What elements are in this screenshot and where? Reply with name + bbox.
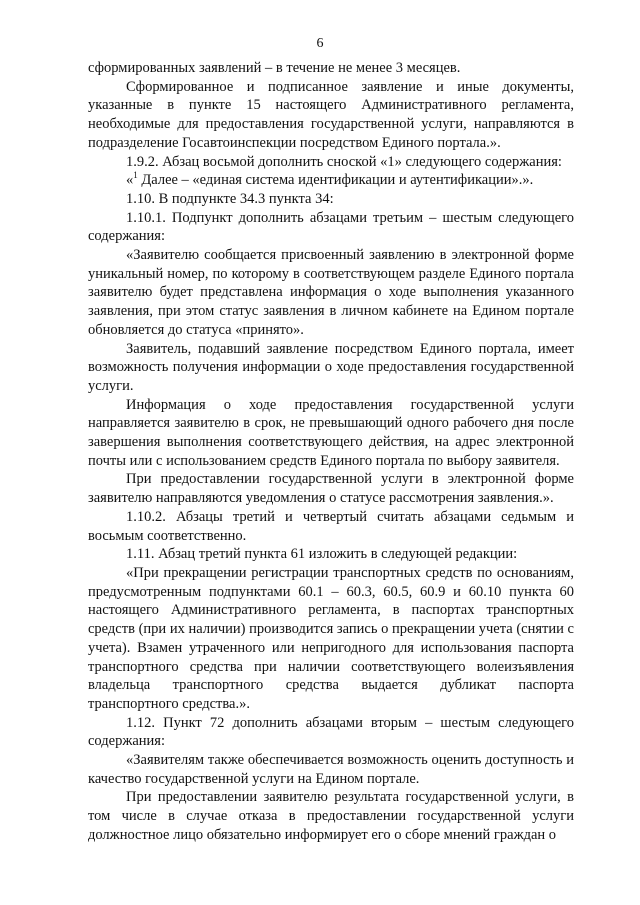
paragraph-item-1-10: 1.10. В подпункте 34.3 пункта 34: xyxy=(126,190,334,207)
paragraph-item-1-9-2: 1.9.2. Абзац восьмой дополнить сноской «1» следующего содержания: xyxy=(126,153,562,170)
paragraph: Заявитель, подавший заявление посредством Единого портала, имеет возможность получения информации о ходе предоставления государственной услуги. xyxy=(88,340,574,394)
page-number: 6 xyxy=(316,36,324,51)
paragraph-continuation: сформированных заявлений – в течение не менее 3 месяцев. xyxy=(88,60,461,76)
paragraph: Информация о ходе предоставления государственной услуги направляется заявителю в срок, не превышающий одного рабочего дня после завершения выполнения соответствующего действия, на адрес электронной почты или с использованием средств Единого портала по выбору заявителя. xyxy=(88,396,574,469)
paragraph: При предоставлении заявителю результата государственной услуги, в том числе в случае отказа в предоставлении государственной услуги должностное лицо обязательно информирует его о сборе мнений граждан о xyxy=(88,789,574,843)
paragraph: «Заявителям также обеспечивается возможность оценить доступность и качество государственной услуги на Едином портале. xyxy=(88,752,574,787)
paragraph-item-1-11: 1.11. Абзац третий пункта 61 изложить в следующей редакции: xyxy=(126,546,518,563)
paragraph-item-1-10-1: 1.10.1. Подпункт дополнить абзацами третьим – шестым следующего содержания: xyxy=(88,209,574,245)
paragraph: При предоставлении государственной услуги в электронной форме заявителю направляются уведомления о статусе рассмотрения заявления.». xyxy=(88,471,574,507)
paragraph: Сформированное и подписанное заявление и иные документы, указанные в пункте 15 настоящего Административного регламента, необходимые для предоставления государственной услуги, направляются в подразделение Госавтоинспекции посредством Единого портала.». xyxy=(88,78,574,151)
paragraph-footnote-text xyxy=(88,171,574,190)
paragraph-item-1-10-2: 1.10.2. Абзацы третий и четвертый считать абзацами седьмым и восьмым соответственно. xyxy=(88,508,574,544)
footnote-quote-open: « xyxy=(126,172,134,189)
document-body xyxy=(88,59,574,845)
footnote-content: Далее – «единая система идентификации и аутентификации».». xyxy=(137,172,534,189)
paragraph: «При прекращении регистрации транспортных средств по основаниям, предусмотренным подпунктами 60.1 – 60.3, 60.5, 60.9 и 60.10 пункта 60 настоящего Административного регламента, в паспортах транспортных средств (при их наличии) производится запись о прекращении учета (снятии с учета). Взамен утраченного или непригодного для использования паспорта транспортного средства при наличии соответствующего волеизъявления владельца транспортного средства выдается дубликат паспорта транспортного средства.». xyxy=(88,564,574,712)
footnote-marker: 1 xyxy=(133,170,138,181)
paragraph-item-1-12: 1.12. Пункт 72 дополнить абзацами вторым – шестым следующего содержания: xyxy=(88,714,574,750)
paragraph: «Заявителю сообщается присвоенный заявлению в электронной форме уникальный номер, по которому в соответствующем разделе Единого портала заявителю будет представлена информация о ходе выполнения указанного заявления, при этом статус заявления в личном кабинете на Едином портале обновляется до статуса «принято». xyxy=(88,247,574,338)
